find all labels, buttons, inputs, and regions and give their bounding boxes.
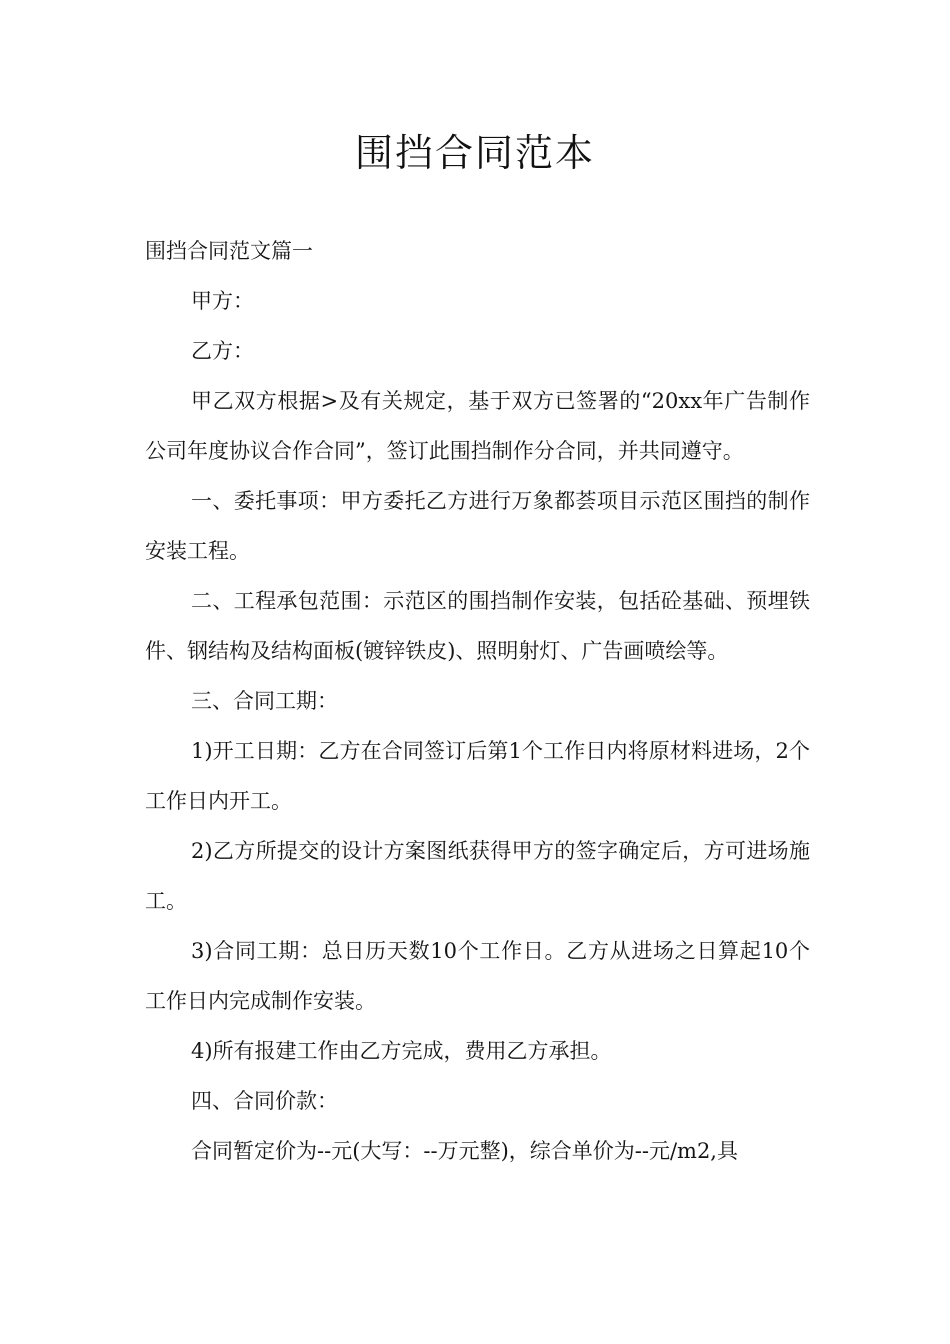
clause-3-heading: 三、合同工期： — [191, 689, 338, 713]
clause-4-paragraph: 合同暂定价为--元(大写：--万元整)，综合单价为--元/m2,具 — [191, 1139, 738, 1163]
clause-3-item-2: 2)乙方所提交的设计方案图纸获得甲方的签字确定后，方可进场施工。 — [145, 839, 810, 913]
section-heading: 围挡合同范文篇一 — [145, 239, 313, 263]
clause-2-paragraph: 二、工程承包范围：示范区的围挡制作安装，包括砼基础、预埋铁件、钢结构及结构面板(镀锌铁皮)、照明射灯、广告画喷绘等。 — [145, 589, 810, 663]
party-b-line: 乙方： — [191, 339, 254, 363]
clause-3-item-3: 3)合同工期：总日历天数10个工作日。乙方从进场之日算起10个工作日内完成制作安装。 — [145, 939, 810, 1013]
clause-3-item-4: 4)所有报建工作由乙方完成，费用乙方承担。 — [191, 1039, 612, 1063]
clause-3-item-1: 1)开工日期：乙方在合同签订后第1个工作日内将原材料进场，2个工作日内开工。 — [145, 739, 810, 813]
clause-4-heading: 四、合同价款： — [191, 1089, 338, 1113]
party-a-line: 甲方： — [191, 289, 254, 313]
clause-1-paragraph: 一、委托事项：甲方委托乙方进行万象都荟项目示范区围挡的制作安装工程。 — [145, 489, 810, 563]
document-title: 围挡合同范本 — [354, 131, 595, 175]
preamble-paragraph: 甲乙双方根据>及有关规定，基于双方已签署的“20xx年广告制作公司年度协议合作合同”，签订此围挡制作分合同，并共同遵守。 — [145, 389, 810, 463]
document-body — [145, 226, 810, 1176]
